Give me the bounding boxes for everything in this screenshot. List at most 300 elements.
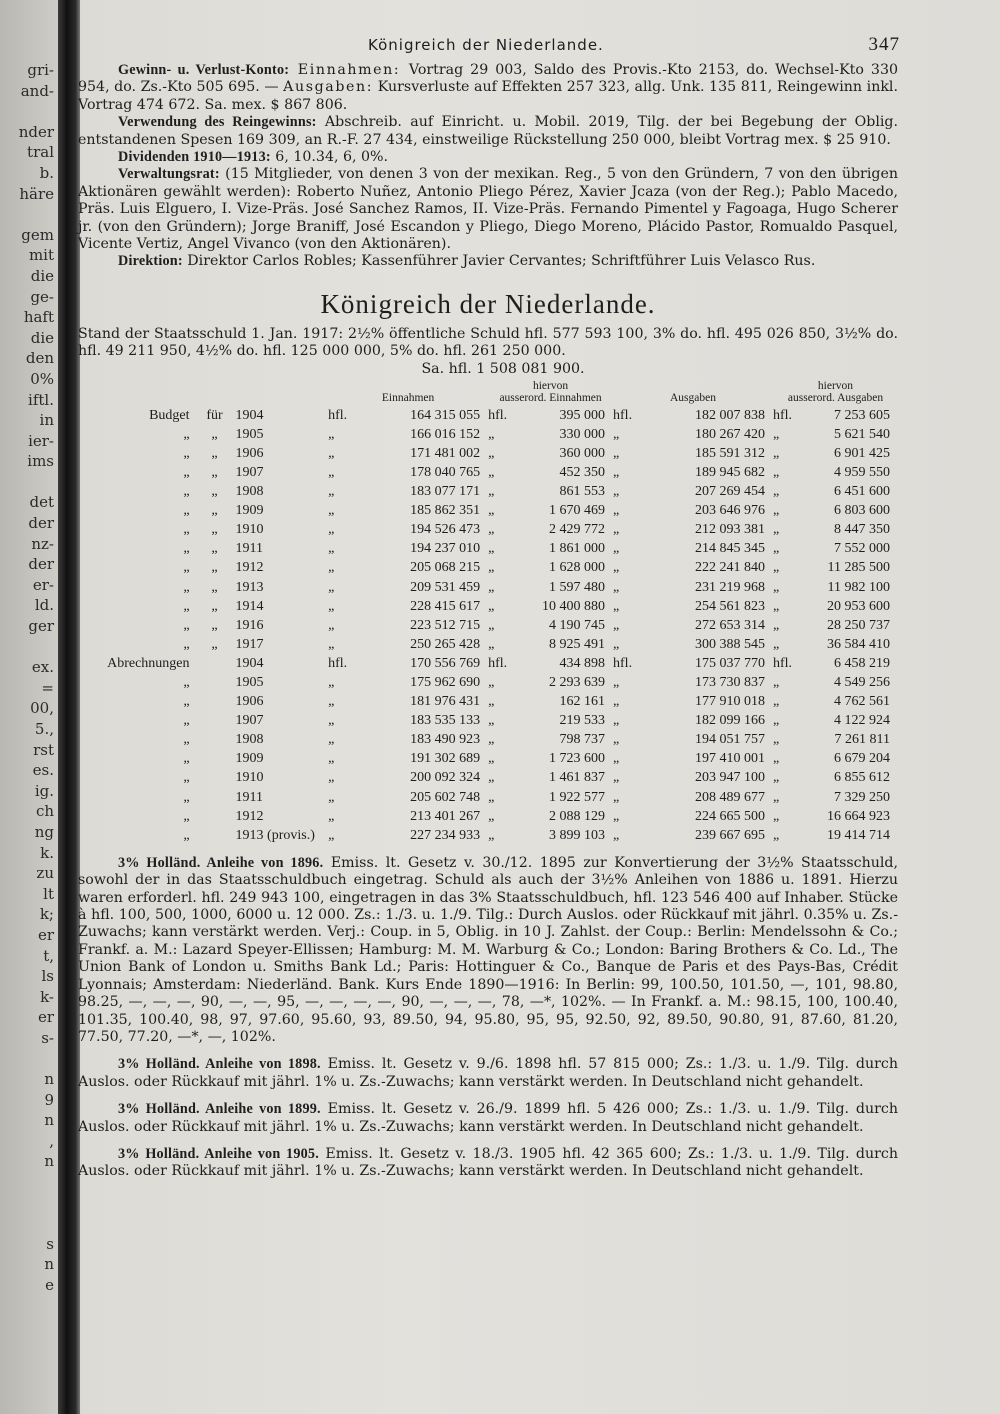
previous-page-margin-fragments — [0, 60, 58, 1400]
currency-mark: „ — [328, 636, 335, 652]
loan-title: 3% Holländ. Anleihe von 1905. — [118, 1145, 319, 1162]
currency-mark: „ — [772, 598, 780, 614]
currency-mark: „ — [772, 579, 780, 595]
row-prefix — [194, 711, 236, 730]
currency-mark: „ — [328, 732, 335, 748]
margin-fragment: ger — [28, 617, 54, 636]
currency-mark: hfl. — [772, 655, 793, 671]
ausgaben-value: 180 267 420 — [694, 426, 765, 442]
row-label: „ — [183, 522, 190, 538]
margin-fragment: k- — [40, 987, 54, 1006]
row-label: „ — [183, 751, 190, 767]
page-header — [78, 34, 898, 62]
row-prefix: „ — [211, 617, 218, 633]
table-row — [78, 807, 898, 826]
ausserord-einnahmen-value: 162 161 — [559, 694, 606, 710]
ausserord-einnahmen-value: 2 293 639 — [549, 675, 606, 690]
margin-fragment: k; — [39, 905, 54, 924]
currency-mark: „ — [772, 522, 780, 538]
dividenden-text: 6, 10.34, 6, 0%. — [270, 149, 389, 166]
currency-mark: „ — [328, 598, 335, 614]
row-year: 1905 — [235, 675, 264, 690]
margin-fragment: nz- — [31, 534, 54, 553]
currency-mark: „ — [488, 770, 495, 786]
currency-mark: „ — [488, 579, 495, 595]
currency-mark: „ — [613, 675, 620, 690]
row-year: 1909 — [235, 751, 264, 767]
section-title: Königreich der Niederlande. — [320, 288, 656, 319]
ausserord-einnahmen-value: 395 000 — [559, 407, 606, 423]
margin-fragment: den — [25, 349, 54, 368]
table-row — [78, 673, 898, 692]
margin-fragment: die — [30, 266, 54, 285]
ausgaben-value: 173 730 837 — [694, 675, 765, 690]
table-row — [78, 730, 898, 749]
ausserord-einnahmen-value: 360 000 — [559, 445, 606, 461]
debt-total: Sa. hfl. 1 508 081 900. — [421, 360, 585, 377]
currency-mark: hfl. — [328, 407, 348, 423]
currency-mark: „ — [488, 694, 495, 710]
currency-mark: „ — [328, 484, 335, 500]
gewinn-einnahmen-label: Einnahmen: — [289, 62, 409, 78]
ausserord-einnahmen-value: 1 861 000 — [549, 541, 606, 557]
currency-mark: „ — [328, 541, 335, 557]
currency-mark: „ — [772, 464, 780, 480]
row-prefix — [194, 673, 236, 692]
row-prefix: „ — [211, 503, 218, 519]
currency-mark: „ — [772, 426, 780, 442]
ausserord-ausgaben-value: 11 982 100 — [827, 579, 890, 595]
margin-fragment: and- — [20, 81, 54, 100]
currency-mark: „ — [772, 617, 780, 633]
margin-fragment: nder — [18, 122, 54, 141]
row-year: 1910 — [235, 522, 264, 538]
einnahmen-value: 191 302 689 — [410, 751, 481, 767]
row-year: 1908 — [235, 484, 264, 500]
ausserord-einnahmen-value: 2 429 772 — [549, 522, 606, 538]
einnahmen-value: 185 862 351 — [410, 503, 481, 519]
ausserord-ausgaben-value: 16 664 923 — [827, 808, 890, 824]
currency-mark: „ — [613, 464, 620, 480]
ausserord-ausgaben-value: 4 762 561 — [834, 694, 890, 710]
table-row — [78, 463, 898, 482]
row-label: „ — [183, 426, 190, 442]
margin-fragment: ld. — [34, 596, 54, 615]
ausserord-ausgaben-value: 7 552 000 — [834, 541, 890, 557]
table-row — [78, 501, 898, 520]
margin-fragment: ch — [35, 802, 54, 821]
col-einnahmen: Einnahmen — [381, 391, 435, 404]
gewinn-label: Gewinn- u. Verlust-Konto: — [118, 62, 290, 78]
margin-fragment — [0, 472, 58, 493]
page-number: 347 — [868, 34, 900, 55]
currency-mark: „ — [613, 484, 620, 500]
margin-fragment: haft — [23, 308, 54, 327]
currency-mark: „ — [488, 560, 495, 576]
ausserord-ausgaben-value: 6 901 425 — [834, 445, 890, 461]
einnahmen-value: 171 481 002 — [410, 445, 481, 461]
row-prefix — [194, 768, 236, 787]
currency-mark: „ — [328, 579, 335, 595]
ausserord-ausgaben-value: 28 250 737 — [827, 617, 890, 633]
einnahmen-value: 209 531 459 — [410, 579, 481, 595]
currency-mark: hfl. — [613, 655, 633, 671]
ausserord-einnahmen-value: 219 533 — [559, 713, 606, 729]
row-year: 1904 — [235, 407, 264, 423]
row-year: 1911 — [235, 541, 264, 557]
ausserord-ausgaben-value: 6 679 204 — [834, 751, 890, 767]
currency-mark: „ — [328, 770, 335, 786]
currency-mark: „ — [772, 636, 780, 652]
currency-mark: „ — [772, 503, 780, 519]
margin-fragment — [0, 101, 58, 122]
currency-mark: „ — [613, 636, 620, 652]
margin-fragment: lt — [43, 884, 54, 903]
dividenden-label: Dividenden 1910—1913: — [118, 149, 271, 166]
row-year: 1917 — [235, 636, 264, 652]
row-prefix — [194, 807, 236, 826]
ausserord-ausgaben-value: 4 959 550 — [834, 464, 890, 480]
currency-mark: „ — [488, 464, 495, 480]
row-label: „ — [183, 636, 190, 652]
direktion-text: Direktor Carlos Robles; Kassenführer Javier Cervantes; Schriftführer Luis Velasco Rus. — [182, 253, 816, 270]
currency-mark: „ — [328, 617, 335, 633]
einnahmen-value: 250 265 428 — [410, 636, 481, 652]
table-row — [78, 616, 898, 635]
currency-mark: „ — [772, 808, 780, 824]
margin-fragment: ng — [34, 822, 54, 841]
margin-fragment: tral — [27, 143, 54, 162]
einnahmen-value: 194 526 473 — [410, 522, 481, 538]
ausserord-ausgaben-value: 20 953 600 — [827, 598, 890, 614]
currency-mark: „ — [328, 503, 335, 519]
margin-fragment — [0, 1172, 58, 1193]
margin-fragment: n — [44, 1255, 54, 1274]
dividenden-paragraph — [78, 149, 898, 166]
currency-mark: „ — [772, 484, 780, 500]
table-row — [78, 482, 898, 501]
ausgaben-value: 203 646 976 — [694, 503, 765, 519]
currency-mark: „ — [613, 694, 620, 710]
row-year: 1906 — [235, 694, 264, 710]
currency-mark: hfl. — [772, 407, 793, 423]
row-year: 1910 — [235, 770, 264, 786]
currency-mark: „ — [488, 636, 495, 652]
ausserord-einnahmen-value: 798 737 — [559, 732, 606, 748]
gewinn-ausgaben-label: Ausgaben: — [283, 79, 374, 96]
row-label: „ — [183, 503, 190, 519]
debt-paragraph: Stand der Staatsschuld 1. Jan. 1917: 2½% öffentliche Schuld hfl. 577 593 100, 3% do. hfl. 495 026 850, 3½% do. hfl. 49 211 950, 4½% do. hfl. 125 000 000, 5% do. hfl. 261 250 000. — [78, 325, 898, 360]
row-prefix: „ — [211, 522, 218, 538]
currency-mark: „ — [328, 464, 335, 480]
row-prefix — [194, 826, 236, 845]
einnahmen-value: 223 512 715 — [410, 617, 481, 633]
ausgaben-value: 231 219 968 — [694, 579, 765, 595]
ausgaben-value: 203 947 100 — [694, 770, 765, 786]
ausserord-ausgaben-value: 19 414 714 — [827, 827, 890, 843]
row-year: 1914 — [235, 598, 264, 614]
ausserord-ausgaben-value: 6 855 612 — [834, 770, 890, 786]
ausserord-einnahmen-value: 861 553 — [559, 484, 606, 500]
margin-fragment — [0, 1357, 58, 1378]
currency-mark: „ — [772, 675, 780, 690]
row-prefix: „ — [211, 484, 218, 500]
row-label: „ — [183, 808, 190, 824]
currency-mark: „ — [488, 675, 495, 690]
row-prefix: „ — [211, 579, 218, 595]
margin-fragment: mit — [28, 246, 54, 265]
ausserord-ausgaben-value: 8 447 350 — [834, 522, 890, 538]
gewinn-verlust-paragraph — [78, 62, 898, 114]
margin-fragment: die — [30, 328, 54, 347]
currency-mark: „ — [613, 503, 620, 519]
col-ausgaben: Ausgaben — [669, 391, 716, 404]
verwaltungsrat-text: (15 Mitglieder, von denen 3 von der mexikan. Reg., 5 von den Gründern, 7 von den übrigen Aktionären gewählt werden): Roberto Nuñez, Antonio Pliego Pérez, Xavier Jcaza (von der Reg.); Pablo Macedo, Präs. Luis Elguero, I. Vize-Präs. José Sanchez Ramos, II. Vize-Präs. Fernando Pimentel y Fagoaga, Hugo Scherer jr. (von den Gründern); Jorge Braniff, José Escandon y Pliego, Diego Moreno, Plácido Pastor, Romualdo Pasquel, Vicente Vertiz, Angel Vivanco (von den Aktionären). — [78, 166, 898, 253]
margin-fragment — [0, 1337, 58, 1358]
row-year: 1907 — [235, 464, 264, 480]
margin-fragment — [0, 1378, 58, 1399]
loan-paragraph — [78, 855, 898, 1046]
margin-fragment: ier- — [28, 431, 54, 450]
einnahmen-value: 227 234 933 — [410, 827, 481, 843]
currency-mark: „ — [772, 694, 780, 710]
margin-fragment: ig. — [34, 781, 54, 800]
margin-fragment: s- — [41, 1028, 54, 1047]
row-year: 1912 — [235, 808, 264, 824]
currency-mark: „ — [488, 713, 495, 729]
currency-mark: „ — [613, 751, 620, 767]
einnahmen-value: 175 962 690 — [410, 675, 481, 690]
ausgaben-value: 185 591 312 — [694, 445, 765, 461]
currency-mark: „ — [488, 541, 495, 557]
currency-mark: „ — [328, 445, 335, 461]
loan-title: 3% Holländ. Anleihe von 1896. — [118, 854, 324, 871]
ausserord-einnahmen-value: 330 000 — [559, 426, 606, 442]
loan-paragraph — [78, 1056, 898, 1091]
ausgaben-value: 212 093 381 — [694, 522, 765, 538]
currency-mark: „ — [488, 789, 495, 805]
row-label: „ — [183, 770, 190, 786]
ausserord-ausgaben-value: 7 261 811 — [834, 732, 890, 748]
row-label: „ — [183, 617, 190, 633]
einnahmen-value: 178 040 765 — [410, 464, 481, 480]
loan-text: Emiss. lt. Gesetz v. 18./3. 1905 hfl. 42 365 600; Zs.: 1./3. u. 1./9. Tilg. durch Auslos. oder Rückkauf mit jährl. 1% u. Zs.-Zuwachs; kann verstärkt werden. In Deutschland nicht gehandelt. — [78, 1145, 898, 1180]
currency-mark: „ — [772, 770, 780, 786]
margin-fragment — [0, 1049, 58, 1070]
margin-fragment: gem — [21, 225, 54, 244]
loan-paragraph — [78, 1101, 898, 1136]
binding-gutter — [58, 0, 80, 1414]
row-label: „ — [183, 713, 190, 729]
einnahmen-value: 205 602 748 — [410, 789, 481, 805]
currency-mark: „ — [488, 827, 495, 843]
currency-mark: „ — [613, 789, 620, 805]
row-prefix: „ — [211, 541, 218, 557]
currency-mark: „ — [613, 808, 620, 824]
margin-fragment: häre — [19, 184, 54, 203]
row-year: 1904 — [235, 655, 264, 671]
currency-mark: hfl. — [328, 655, 348, 671]
row-label: „ — [183, 598, 190, 614]
currency-mark: „ — [613, 598, 620, 614]
row-year: 1913 — [235, 579, 264, 595]
currency-mark: „ — [772, 751, 780, 767]
ausgaben-value: 177 910 018 — [694, 694, 765, 710]
verwendung-paragraph — [78, 114, 898, 149]
margin-fragment: e — [45, 1276, 54, 1295]
table-row — [78, 578, 898, 597]
currency-mark: „ — [328, 751, 335, 767]
ausserord-einnahmen-value: 1 628 000 — [549, 560, 606, 576]
loan-text: Emiss. lt. Gesetz v. 9./6. 1898 hfl. 57 815 000; Zs.: 1./3. u. 1./9. Tilg. durch Auslos. oder Rückkauf mit jährl. 1% u. Zs.-Zuwachs; kann verstärkt werden. In Deutschland nicht gehandelt. — [78, 1056, 898, 1090]
row-year: 1908 — [235, 732, 264, 748]
row-year: 1907 — [235, 713, 264, 729]
ausgaben-value: 189 945 682 — [694, 464, 765, 480]
running-title: Königreich der Niederlande. — [368, 36, 604, 54]
row-prefix — [194, 730, 236, 749]
currency-mark: „ — [488, 808, 495, 824]
currency-mark: „ — [772, 789, 780, 805]
row-label: „ — [183, 675, 190, 690]
currency-mark: „ — [328, 694, 335, 710]
margin-fragment: er- — [32, 575, 54, 594]
row-prefix: „ — [211, 636, 218, 652]
margin-fragment: ex. — [31, 658, 54, 677]
ausserord-einnahmen-value: 452 350 — [559, 464, 606, 480]
row-prefix: „ — [211, 560, 218, 576]
ausgaben-value: 214 845 345 — [694, 541, 765, 557]
currency-mark: „ — [328, 713, 335, 729]
row-prefix — [194, 654, 236, 673]
gewinn-ausgaben-text: Kursverluste auf Effekten 257 323, allg. Unk. 135 811, Reingewinn inkl. Vortrag 474 672. Sa. mex. $ 867 806. — [78, 79, 898, 113]
margin-fragment: iftl. — [28, 390, 54, 409]
currency-mark: „ — [613, 732, 620, 748]
col-ausserord-ausgaben: hiervon ausserord. Ausgaben — [787, 379, 884, 404]
margin-fragment: det — [29, 493, 54, 512]
margin-fragment: ims — [27, 452, 54, 471]
currency-mark: „ — [772, 732, 780, 748]
einnahmen-value: 183 535 133 — [410, 713, 481, 729]
direktion-label: Direktion: — [118, 253, 183, 270]
company-block — [78, 62, 898, 271]
ausserord-ausgaben-value: 4 122 924 — [834, 713, 890, 729]
loan-text: Emiss. lt. Gesetz v. 26./9. 1899 hfl. 5 426 000; Zs.: 1./3. u. 1./9. Tilg. durch Auslos. oder Rückkauf mit jährl. 1% u. Zs.-Zuwachs; kann verstärkt werden. In Deutschland nicht gehandelt. — [78, 1101, 898, 1135]
row-year: 1916 — [235, 617, 264, 633]
einnahmen-value: 183 077 171 — [410, 484, 481, 500]
currency-mark: „ — [613, 445, 620, 461]
einnahmen-value: 200 092 324 — [410, 770, 481, 786]
ausserord-einnahmen-value: 1 597 480 — [549, 579, 606, 595]
margin-fragment: n — [44, 1152, 54, 1171]
ausgaben-value: 224 665 500 — [694, 808, 765, 824]
margin-fragment — [0, 1316, 58, 1337]
currency-mark: „ — [613, 522, 620, 538]
currency-mark: „ — [613, 426, 620, 442]
gewinn-einnahmen-text: Vortrag 29 003, Saldo des Provis.-Kto 2153, do. Wechsel-Kto 330 954, do. Zs.-Kto 505 695. — — [78, 62, 898, 96]
currency-mark: „ — [488, 732, 495, 748]
verwaltungsrat-paragraph — [78, 166, 898, 253]
margin-fragment: b. — [39, 163, 54, 182]
ausgaben-value: 208 489 677 — [694, 789, 765, 805]
einnahmen-value: 181 976 431 — [410, 694, 481, 710]
table-row — [78, 826, 898, 845]
currency-mark: „ — [488, 751, 495, 767]
ausgaben-value: 207 269 454 — [694, 484, 765, 500]
einnahmen-value: 194 237 010 — [410, 541, 481, 557]
row-label: „ — [183, 541, 190, 557]
currency-mark: „ — [772, 827, 780, 843]
table-row — [78, 597, 898, 616]
currency-mark: „ — [772, 560, 780, 576]
direktion-paragraph — [78, 253, 898, 270]
einnahmen-value: 228 415 617 — [410, 598, 481, 614]
page-content — [78, 34, 898, 1181]
table-row — [78, 444, 898, 463]
margin-fragment: 9 — [44, 1090, 54, 1109]
ausserord-ausgaben-value: 6 803 600 — [834, 503, 890, 519]
row-label: Budget — [149, 407, 190, 423]
currency-mark: „ — [613, 617, 620, 633]
row-year: 1913 (provis.) — [235, 827, 315, 843]
margin-fragment: der — [28, 555, 54, 574]
margin-fragment: s — [46, 1234, 54, 1253]
row-label: „ — [183, 579, 190, 595]
table-row — [78, 539, 898, 558]
currency-mark: „ — [613, 560, 620, 576]
row-label: „ — [183, 484, 190, 500]
budget-table — [78, 380, 898, 845]
currency-mark: „ — [328, 827, 335, 843]
table-row — [78, 749, 898, 768]
ausserord-ausgaben-value: 6 458 219 — [834, 655, 890, 671]
margin-fragment — [0, 204, 58, 225]
table-row — [78, 711, 898, 730]
currency-mark: „ — [613, 770, 620, 786]
row-year: 1909 — [235, 503, 264, 519]
ausgaben-value: 197 410 001 — [694, 751, 765, 767]
currency-mark: „ — [328, 560, 335, 576]
verwendung-label: Verwendung des Reingewinns: — [118, 114, 317, 131]
margin-fragment: k. — [40, 843, 54, 862]
ausgaben-value: 175 037 770 — [694, 655, 765, 671]
einnahmen-value: 183 490 923 — [410, 732, 481, 748]
einnahmen-value: 164 315 055 — [410, 407, 481, 423]
margin-fragment — [0, 1193, 58, 1214]
ausserord-ausgaben-value: 5 621 540 — [834, 426, 890, 442]
budget-table-header — [78, 380, 898, 406]
currency-mark: „ — [328, 675, 335, 690]
einnahmen-value: 213 401 267 — [410, 808, 481, 824]
verwaltungsrat-label: Verwaltungsrat: — [118, 166, 220, 183]
row-label: „ — [183, 464, 190, 480]
row-label: „ — [183, 445, 190, 461]
ausserord-einnahmen-value: 8 925 491 — [549, 636, 606, 652]
currency-mark: „ — [613, 713, 620, 729]
ausgaben-value: 254 561 823 — [694, 598, 765, 614]
ausserord-einnahmen-value: 1 922 577 — [549, 789, 606, 805]
currency-mark: „ — [488, 445, 495, 461]
row-prefix: „ — [211, 598, 218, 614]
margin-fragment: 00, — [30, 699, 54, 718]
margin-fragment: rst — [33, 740, 54, 759]
ausserord-einnahmen-value: 1 723 600 — [549, 751, 606, 767]
currency-mark: hfl. — [613, 407, 633, 423]
currency-mark: „ — [328, 789, 335, 805]
col-ausserord-einnahmen: hiervon ausserord. Einnahmen — [499, 379, 602, 404]
ausgaben-value: 300 388 545 — [694, 636, 765, 652]
ausserord-einnahmen-value: 3 899 103 — [549, 827, 606, 843]
einnahmen-value: 166 016 152 — [410, 426, 481, 442]
